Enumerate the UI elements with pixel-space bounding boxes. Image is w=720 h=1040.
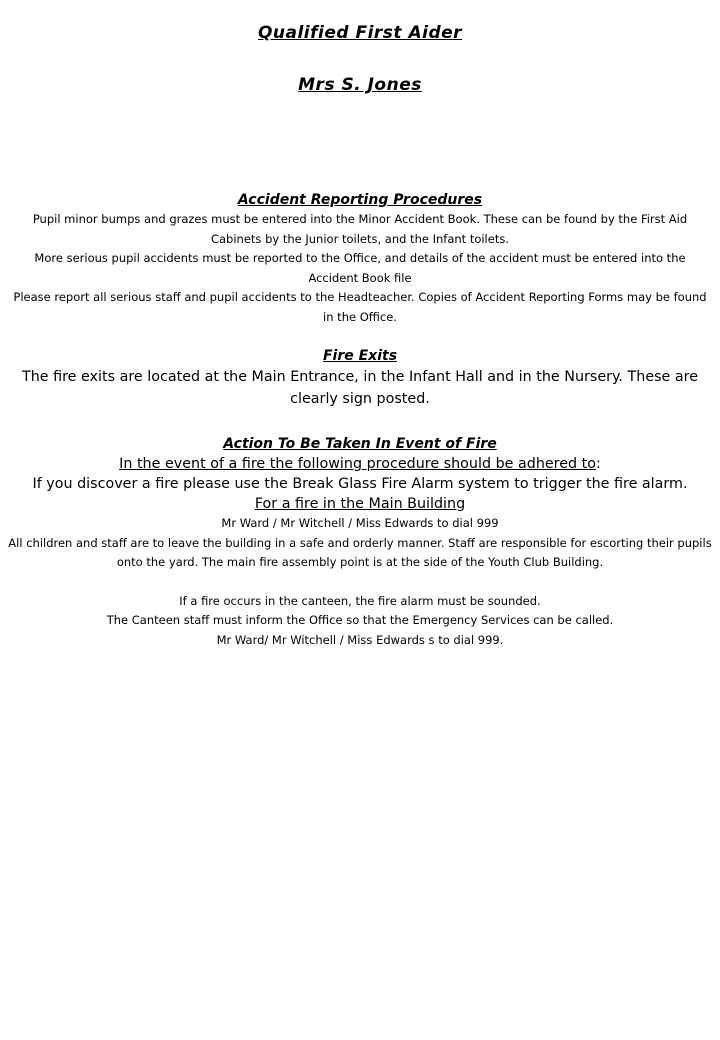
canteen-line-3: Mr Ward/ Mr Witchell / Miss Edwards s to dial 999. xyxy=(216,632,504,647)
fire-action-section xyxy=(4,434,716,650)
title-block xyxy=(0,22,720,44)
canteen-line-2: The Canteen staff must inform the Office so that the Emergency Services can be called. xyxy=(106,613,614,627)
fire-exits-text: The fire exits are located at the Main Entrance, in the Infant Hall and in the Nursery. These are clearly sign posted. xyxy=(21,369,699,407)
first-aider-name-block xyxy=(0,74,720,96)
accident-paragraph-serious: More serious pupil accidents must be reported to the Office, and details of the accident must be entered into the Accident Book file xyxy=(34,251,686,285)
spacer xyxy=(4,573,716,592)
accident-paragraph-report: Please report all serious staff and pupil accidents to the Headteacher. Copies of Accident Reporting Forms may be found in the Office. xyxy=(13,290,707,324)
main-building-heading: For a fire in the Main Building xyxy=(254,496,466,512)
procedure-line-colon: : xyxy=(596,456,601,472)
accident-reporting-section xyxy=(8,190,712,327)
main-building-dial-line: Mr Ward / Mr Witchell / Miss Edwards to dial 999 xyxy=(221,516,499,530)
page-title: Qualified First Aider xyxy=(257,23,463,43)
evacuation-text: All children and staff are to leave the building in a safe and orderly manner. Staff are responsible for escorting their pupils onto the yard. The main fire assembly point is at the side of the Youth Club Building. xyxy=(8,535,712,569)
procedure-line-text: In the event of a fire the following procedure should be adhered to xyxy=(119,456,597,472)
fire-exits-heading: Fire Exits xyxy=(322,348,398,364)
discover-fire-line: If you discover a fire please use the Break Glass Fire Alarm system to trigger the fire alarm. xyxy=(32,476,688,492)
accident-paragraph-minor: Pupil minor bumps and grazes must be entered into the Minor Accident Book. These can be found by the First Aid Cabinets by the Junior toilets, and the Infant toilets. xyxy=(32,212,688,246)
procedure-line xyxy=(4,454,716,474)
fire-exits-section xyxy=(8,346,712,410)
accident-heading: Accident Reporting Procedures xyxy=(237,192,483,208)
canteen-line-1: If a fire occurs in the canteen, the fire alarm must be sounded. xyxy=(179,593,541,608)
fire-action-heading: Action To Be Taken In Event of Fire xyxy=(223,436,497,452)
first-aider-name: Mrs S. Jones xyxy=(298,75,422,95)
